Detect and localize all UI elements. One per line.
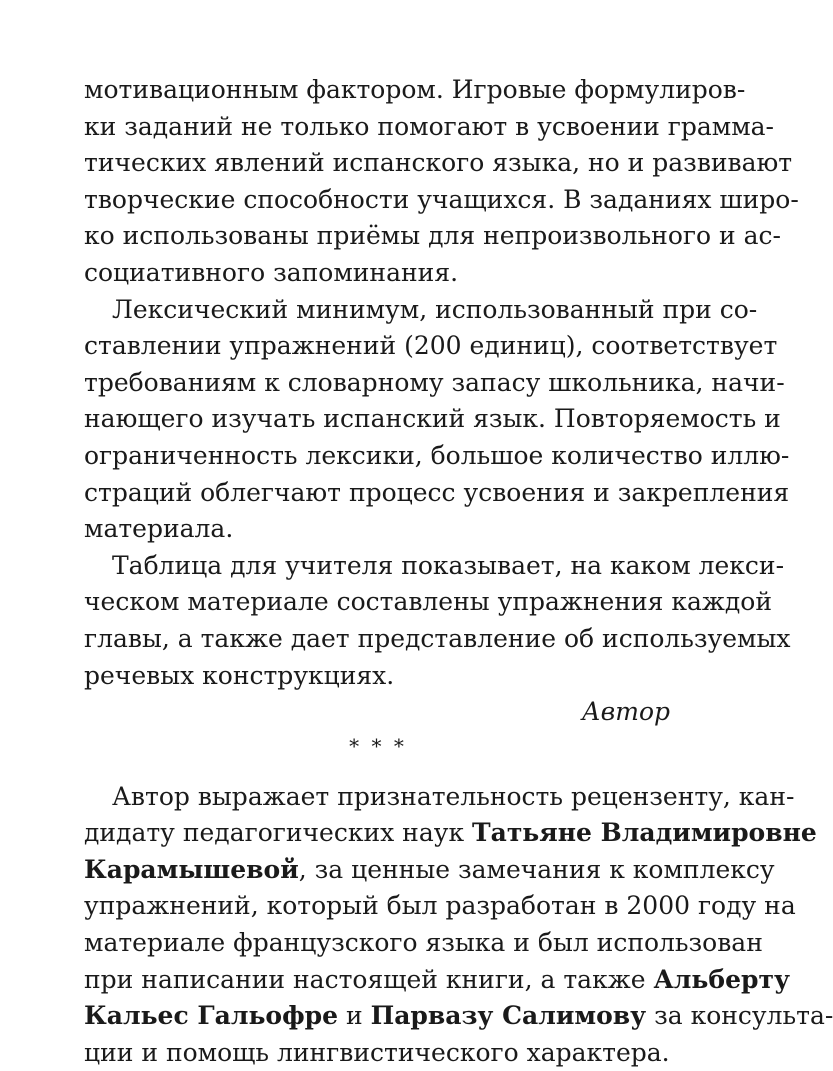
text-line: нающего изучать испанский язык. Повторяемость и bbox=[84, 404, 781, 434]
consultant-name: Альберту bbox=[653, 964, 790, 994]
text-line: Лексический минимум, использованный при со- bbox=[112, 294, 758, 324]
section-separator: * * * bbox=[349, 733, 407, 758]
text-line: Таблица для учителя показывает, на каком лекси- bbox=[112, 550, 785, 580]
author-signature: Автор bbox=[581, 697, 670, 727]
text-line: главы, а также дает представление об используемых bbox=[84, 623, 791, 653]
reviewer-surname: Карамышевой bbox=[84, 854, 299, 884]
text-line: ческом материале составлены упражнения каждой bbox=[84, 587, 773, 617]
consultant-name-2: Парвазу Салимову bbox=[370, 1001, 647, 1031]
reviewer-name: Татьяне Владимировне bbox=[472, 818, 817, 848]
text-line: ки заданий не только помогают в усвоении грамма- bbox=[84, 111, 775, 141]
text-line: ко использованы приёмы для непроизвольного и ас- bbox=[84, 221, 781, 251]
paragraph-motivation bbox=[84, 72, 799, 292]
consultant-surname: Кальес Гальофре bbox=[84, 1001, 339, 1031]
text-line: ции и помощь лингвистического характера. bbox=[84, 1037, 670, 1067]
text-segment: и bbox=[338, 1001, 371, 1031]
text-line: упражнений, который был разработан в 2000 году на bbox=[84, 891, 796, 921]
text-line bbox=[84, 962, 790, 999]
text-line bbox=[84, 852, 775, 889]
text-line: Автор выражает признательность рецензенту, кан- bbox=[112, 781, 795, 811]
text-line: тических явлений испанского языка, но и развивают bbox=[84, 148, 793, 178]
text-segment: дидату педагогических наук bbox=[84, 818, 473, 848]
text-line: материала. bbox=[84, 514, 234, 544]
text-line: мотивационным фактором. Игровые формулиров- bbox=[84, 75, 746, 104]
document-page bbox=[84, 72, 833, 1071]
text-line bbox=[84, 815, 817, 852]
text-line: ставлении упражнений (200 единиц), соответствует bbox=[84, 331, 778, 361]
text-line: социативного запоминания. bbox=[84, 257, 459, 287]
text-line: речевых конструкциях. bbox=[84, 660, 395, 690]
text-line bbox=[84, 998, 833, 1035]
text-line: страций облегчают процесс усвоения и закрепления bbox=[84, 477, 790, 507]
paragraph-acknowledgement bbox=[84, 779, 833, 1071]
text-line: требованиям к словарному запасу школьника, начи- bbox=[84, 367, 785, 397]
spacer bbox=[84, 761, 672, 779]
text-line: материале французского языка и был использован bbox=[84, 928, 763, 958]
paragraph-lexical-minimum bbox=[84, 292, 790, 548]
paragraph-teacher-table bbox=[84, 548, 791, 694]
text-segment: при написании настоящей книги, а также bbox=[84, 964, 654, 994]
text-segment: , за ценные замечания к комплексу bbox=[298, 854, 775, 884]
text-line: ограниченность лексики, большое количество иллю- bbox=[84, 440, 790, 470]
text-segment: за консульта- bbox=[646, 1001, 833, 1031]
text-line: творческие способности учащихся. В заданиях широ- bbox=[84, 184, 799, 214]
